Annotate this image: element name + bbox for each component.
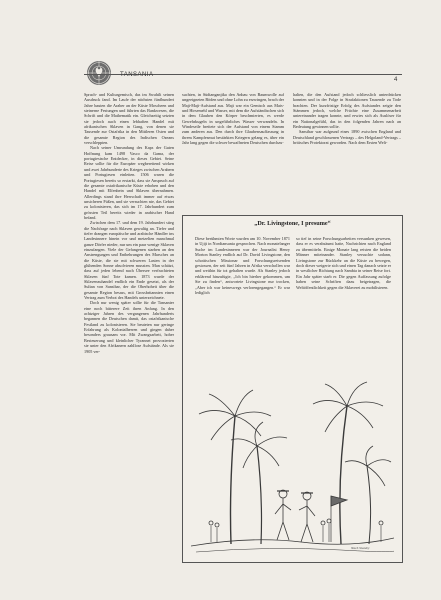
- paragraph: Nach seiner Umrundung des Kaps der Guten Hoffnung kam 1498 Vasco da Gama, der portugiesische Entdecker, in dieses Gebiet. Seine Reise sollte für die Europäer wegbereitend wirken und zwei Jahrhunderte des Krieges zwischen Arabern und Portugiesen einleiten. 1506 waren die Portugiesen bereits so erstarkt, dass sie Anspruch auf die gesamte ostafrikanische Küste erhoben und den Handel mit Elfenbein und Sklaven übernahmen. Allerdings stand ihre Herrschaft immer auf etwas unsicheren Füßen, und sie versuchten nie, das Gebiet zu kolonisieren, das sich im 17. Jahrhundert zum grössten Teil bereits wieder in arabischer Hand befand.: [84, 145, 174, 220]
- paragraph: suchten, in Südtanganjika den Anbau von Baumwolle auf ungeeigneten Böden und ohne Lohn zu erzwingen, brach der Maji-Maji-Aufstand aus. Maji war ein Gemisch aus Mais- und Hirsemehl und Wasser, mit dem die Aufständischen sich in dem Glauben den Körper beschmierten, es werde Gewehrkugeln in ungefährliches Wasser verwandeln. In Windeseile breitete sich der Aufstand von einem Stamm zum anderen aus. Den durch ihre Glaubensauffassung in ihrem Kampfesmut bestärkten Kriegern gelang es, über ein Jahr lang gegen die schwer bewaffneten Deutschen durchzu-: [182, 92, 284, 146]
- country-header: TANSANIA: [120, 72, 154, 78]
- paragraph: Sansibar war aufgrund eines 1890 zwischen England und Deutschland geschlossenen Vertrags – des Helgoland-Vertrags – britisches Protektorat geworden. Nach dem Ersten Welt-: [293, 129, 401, 146]
- box-column-1: [195, 236, 290, 386]
- paragraph: Sprach- und Kulturgemisch, das im Swahili seinen Ausdruck fand. Im Laufe der nächsten fünfhundert Jahre bauten die Araber an der Küste Moscheen und steinerne Festungen und führten das Bankwesen, die Schrift und die Mathematik ein. Gleichzeitig setzten sie jedoch auch einen lebhaften Handel mit afrikanischen Sklaven in Gang, von denen sie Tausende zur Ostafrika in den Mittleren Osten und die gesamte Region des Indischen Ozeans verschleppten.: [84, 92, 174, 146]
- paragraph: Doch nur wenig später sollte für die Tansanier eine noch bitterere Zeit ihren Anfang. In den achtziger Jahren des vergangenen Jahrhunderts begannen die Deutschen damit, das ostafrikanische Festland zu kolonisieren. Sie beuteten nur geringe Erfahrung als Kolonialherren und gingen daher besonders grausam vor. Mit Zwangsarbeit, hoher Besteuerung und kleinlicher Tyrannei provozierten sie unter den Afrikanern zahllose Aufstände. Als sie 1905 ver-: [84, 300, 174, 354]
- livingstone-sidebar-box: [182, 215, 403, 563]
- box-paragraph: so tief in seine Forschungsarbeiten versunken gewesen, dass er es verabsäumt hatte, Nachrichten nach England zu übermitteln. Einige Monate lang reisten die beiden Männer miteinander. Stanley versuchte sodann, Livingstone zur Rückkehr an die Küste zu bewegen, doch dieser weigerte sich und einen Tag danach setzte er in westlicher Richtung nach Sambia in seiner Reise fort. Ein Jahr später starb er. Die gegen Auffassung zufolge haben seine Schriften dazu beigetragen, die Weltöffentlichkeit gegen die Sklaverei zu mobilisieren.: [296, 236, 391, 290]
- paragraph: Zwischen dem 17. und dem 19. Jahrhundert stieg die Nachfrage nach Sklaven gewaltig an. Tiefer und tiefer drangen europäische und arabische Händler ins Landesinnere hinein vor und metzelten manchmal ganze Dörfer nieder, nur um ein paar wenige Sklaven einzufangen. Viele der Gefangenen starben an den Anstrengungen und Entbehrungen des Marsches an die Küste, die sie mit schweren Lasten in der glühenden Sonne absolvieren mussten. Man schätzt, dass auf jeden lebend nach Übersee verfrachteten Sklaven fünf Tote kamen. 1873 wurde der Sklavenzuhandel endlich ein Ende gesetzt, als der Sultan von Sansibar, der die Oberhoheit über die gesamte Region besass, mit Grossbritannien einen Vertrag zum Verbot des Handels unterzeichnete.: [84, 220, 174, 301]
- box-title: „Dr. Livingstone, I presume“: [254, 220, 331, 227]
- text-column-1: [84, 92, 174, 560]
- page-number: 4: [394, 77, 398, 83]
- box-column-2: [296, 236, 391, 386]
- paragraph: halten, die den Aufstand jedoch schliesslich unterdrücken konnten und in der Folge in Strafaktionen Tausende zu Tode brachten. Der kurzfristige Erfolg des Aufstandes zeigte den Stämmen jedoch, welche Früchte eine Zusammenarbeit untereinander tragen konnte, und erwies sich als Auslöser für ein Nationalgefühl, das in den folgenden Jahren nach an Bedeutung gewinnen sollte.: [293, 92, 401, 130]
- text-column-3: [293, 92, 401, 202]
- unicef-emblem-icon: [84, 58, 114, 88]
- box-paragraph: Diese berühmten Worte wurden am 10. November 1871 in Ujiji in Nordtansania gesprochen. Nach monatelanger Suche im Landesinneren war der Journalist Henry Morton Stanley endlich auf Dr. David Livingstone, den schottischen Missionar und Forschungsreisenden gestossen, der seit fünf Jahren in Afrika verschollen war und weithin für tot gehalten wurde. Als Stanley jedoch erklärend hinzufügte, „Ich bin hierher gekommen, um Sie zu finden“, antwortete Livingstone nur trocken, „Aber ich war keineswegs verlorengegangen.“ Er war lediglich: [195, 236, 290, 296]
- stanley-livingstone-illustration: [191, 376, 394, 556]
- illustration-signature: Nach Stanley: [351, 546, 370, 550]
